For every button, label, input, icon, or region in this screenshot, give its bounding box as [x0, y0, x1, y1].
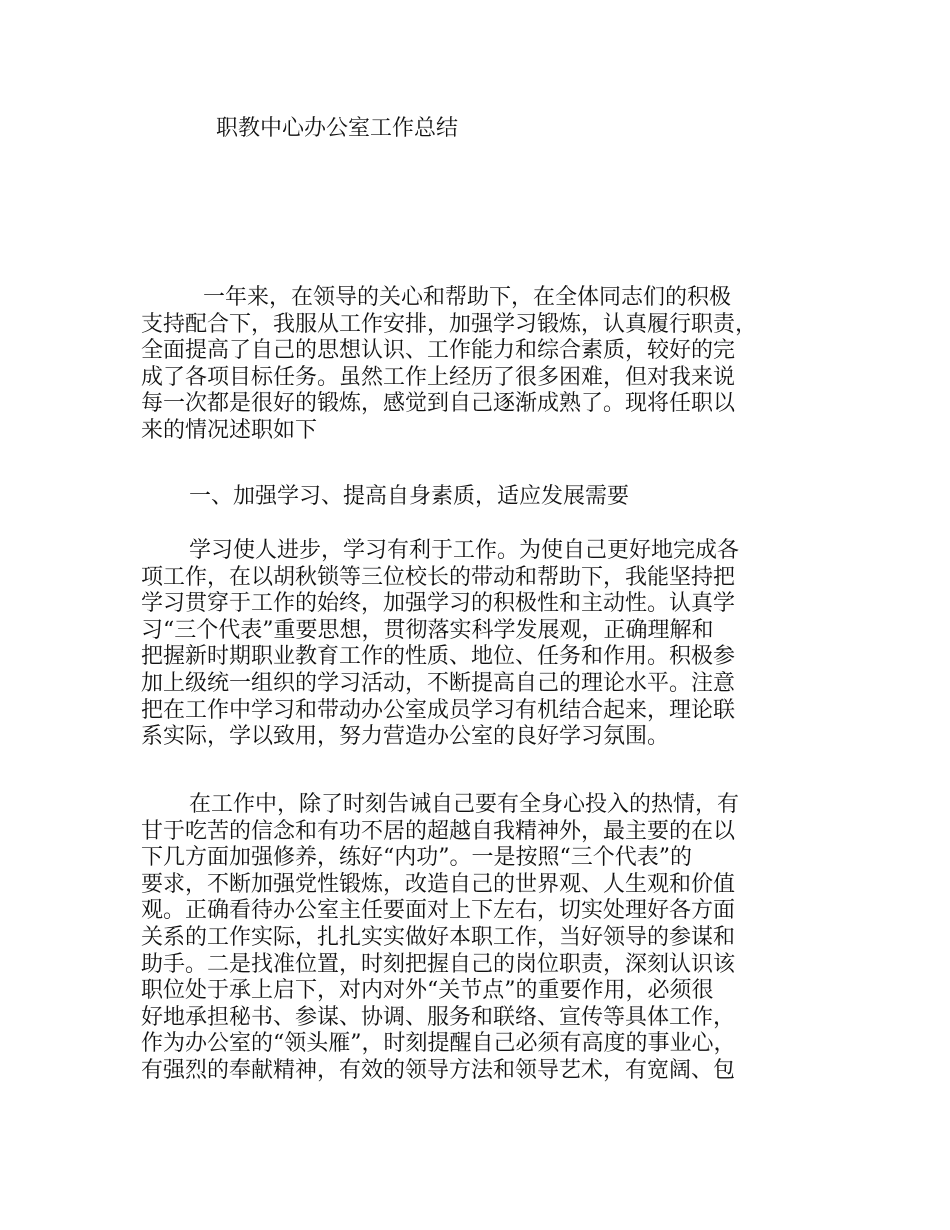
paragraph-line: 系实际，学以致用，努力营造办公室的良好学习氛围。: [141, 724, 670, 750]
paragraph-line: 作为办公室的“领头雁”，时刻提醒自己必须有高度的事业心，: [141, 1031, 736, 1057]
paragraph-line: 学习贯穿于工作的始终，加强学习的积极性和主动性。认真学: [141, 591, 736, 617]
intro-paragraph: [141, 285, 831, 445]
paragraph-line: 甘于吃苦的信念和有功不居的超越自我精神外，最主要的在以: [141, 818, 736, 844]
paragraph-line: 成了各项目标任务。虽然工作上经历了很多困难，但对我来说: [141, 364, 736, 390]
paragraph-line: 加上级统一组织的学习活动，不断提高自己的理论水平。注意: [141, 670, 736, 696]
work-paragraph: [141, 792, 831, 1085]
paragraph-line: 观。正确看待办公室主任要面对上下左右，切实处理好各方面: [141, 898, 736, 924]
paragraph-line: 项工作，在以胡秋锁等三位校长的带动和帮助下，我能坚持把: [141, 564, 736, 590]
paragraph-line: 好地承担秘书、参谋、协调、服务和联络、宣传等具体工作，: [141, 1004, 736, 1030]
paragraph-line: 支持配合下，我服从工作安排，加强学习锻炼，认真履行职责，: [141, 311, 758, 337]
paragraph-line: 习“三个代表”重要思想，贯彻落实科学发展观，正确理解和: [141, 617, 714, 643]
paragraph-line: 有强烈的奉献精神，有效的领导方法和领导艺术，有宽阔、包: [141, 1057, 736, 1083]
paragraph-line: 要求，不断加强党性锻炼，改造自己的世界观、人生观和价值: [141, 871, 736, 897]
paragraph-line: 助手。二是找准位置，时刻把握自己的岗位职责，深刻认识该: [141, 951, 736, 977]
paragraph-line: 下几方面加强修养，练好“内功”。一是按照“三个代表”的: [141, 845, 692, 871]
paragraph-line: 来的情况述职如下: [141, 417, 318, 443]
paragraph-line: 每一次都是很好的锻炼，感觉到自己逐渐成熟了。现将任职以: [141, 391, 736, 417]
paragraph-line: 把在工作中学习和带动办公室成员学习有机结合起来，理论联: [141, 697, 736, 723]
section-heading: 一、加强学习、提高自身素质，适应发展需要: [189, 484, 630, 509]
paragraph-line: 一年来，在领导的关心和帮助下，在全体同志们的积极: [203, 285, 732, 310]
paragraph-line: 在工作中，除了时刻告诫自己要有全身心投入的热情，有: [189, 792, 740, 817]
paragraph-line: 关系的工作实际，扎扎实实做好本职工作，当好领导的参谋和: [141, 924, 736, 950]
study-paragraph: [141, 538, 831, 751]
paragraph-line: 把握新时期职业教育工作的性质、地位、任务和作用。积极参: [141, 644, 736, 670]
paragraph-line: 全面提高了自己的思想认识、工作能力和综合素质，较好的完: [141, 338, 736, 364]
paragraph-line: 职位处于承上启下，对内对外“关节点”的重要作用，必须很: [141, 978, 714, 1004]
paragraph-line: 学习使人进步，学习有利于工作。为使自己更好地完成各: [189, 538, 740, 563]
document-title: 职教中心办公室工作总结: [216, 116, 459, 141]
